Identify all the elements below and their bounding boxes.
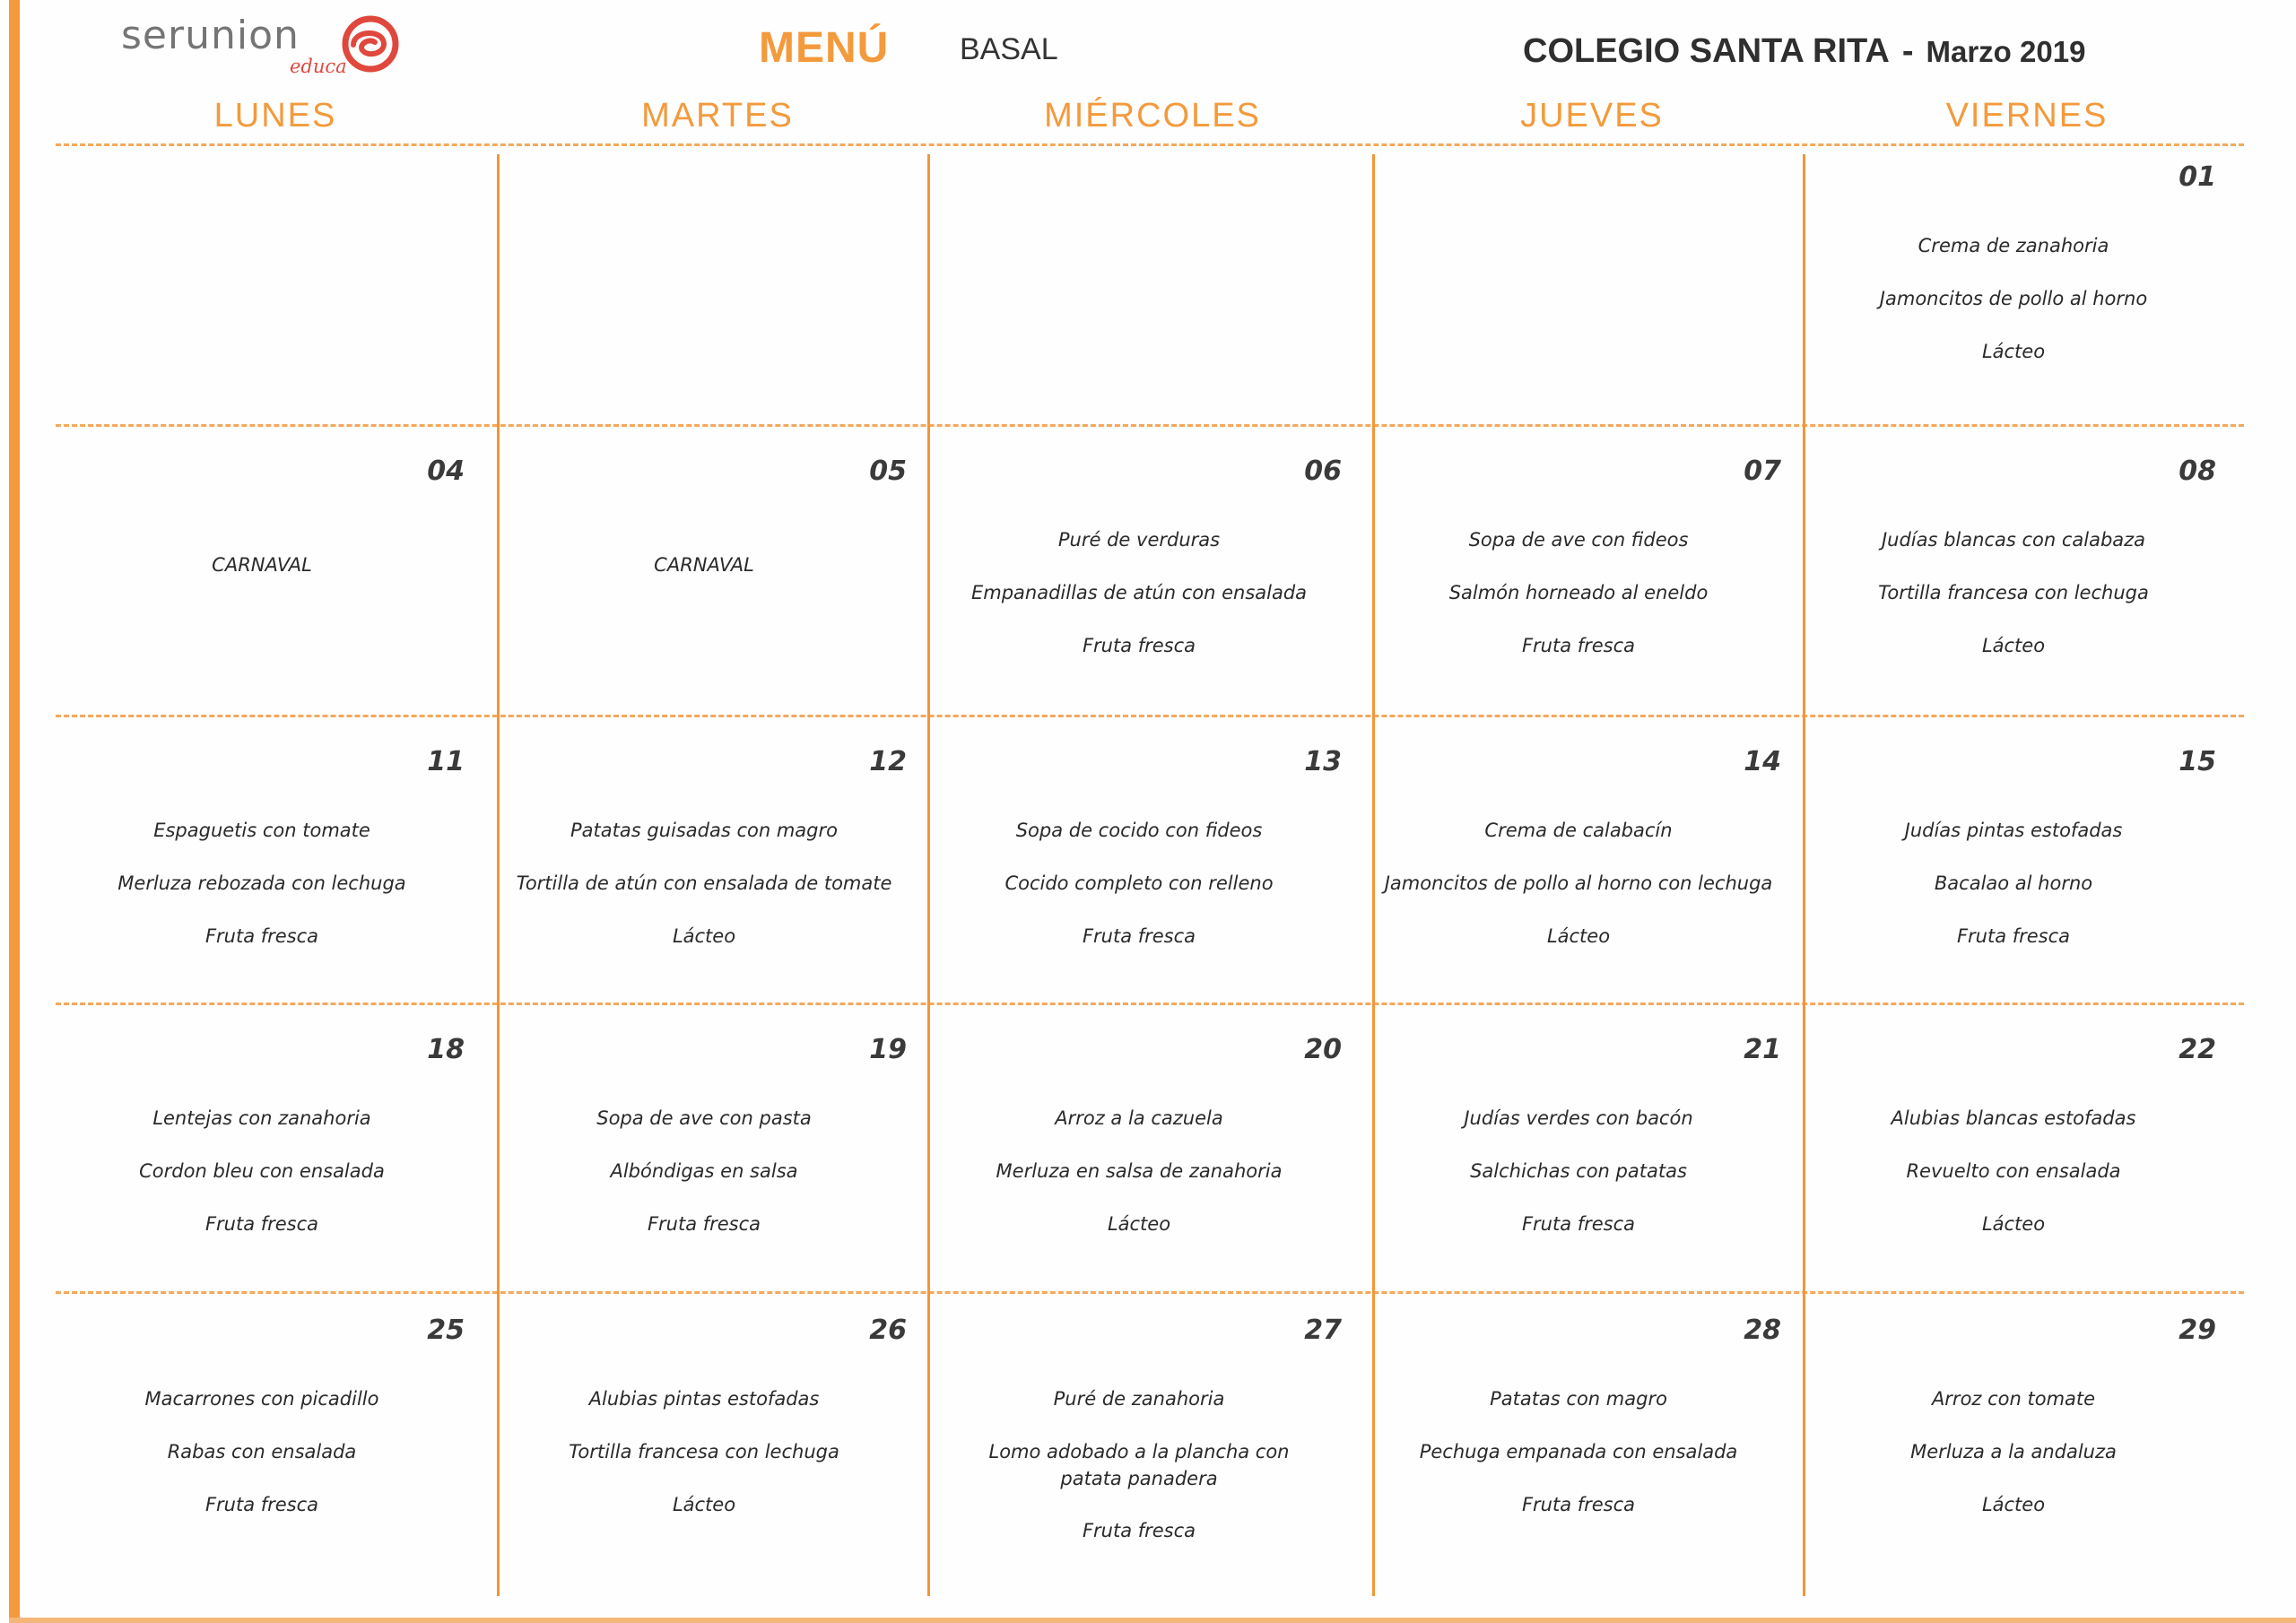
day-cell bbox=[1372, 1315, 1785, 1575]
day-number: 15 bbox=[2179, 746, 2216, 777]
school-heading bbox=[1523, 32, 2085, 71]
dish-item: Lácteo bbox=[1107, 1213, 1171, 1235]
dish-item: Alubias blancas estofadas bbox=[1891, 1107, 2136, 1129]
heading-separator: - bbox=[1901, 32, 1914, 70]
day-cell bbox=[1372, 1034, 1785, 1294]
dish-item: Crema de zanahoria bbox=[1918, 235, 2109, 256]
dish-item: Arroz a la cazuela bbox=[1055, 1107, 1223, 1129]
day-cell bbox=[56, 456, 468, 716]
dish-item: Albóndigas en salsa bbox=[610, 1160, 798, 1182]
dish-item: Judías blancas con calabaza bbox=[1881, 529, 2146, 551]
dish-item: Salchichas con patatas bbox=[1470, 1160, 1687, 1182]
day-number: 14 bbox=[1744, 746, 1781, 777]
day-cell bbox=[498, 746, 910, 1006]
day-number: 04 bbox=[427, 456, 465, 487]
day-cell bbox=[1807, 456, 2220, 716]
day-cell bbox=[1372, 161, 1785, 421]
day-header-4: VIERNES bbox=[1945, 97, 2109, 135]
dish-item: Fruta fresca bbox=[1082, 1520, 1196, 1541]
day-cell bbox=[56, 746, 468, 1006]
dish-item: Lácteo bbox=[672, 925, 736, 947]
dish-item: Sopa de ave con fideos bbox=[1468, 529, 1689, 551]
day-number: 06 bbox=[1304, 456, 1342, 487]
day-number: 26 bbox=[869, 1315, 907, 1346]
dish-item: Fruta fresca bbox=[647, 1213, 761, 1235]
logo-subtext: educa bbox=[290, 56, 347, 77]
logo-swirl-icon bbox=[341, 14, 400, 74]
day-cell bbox=[498, 161, 910, 421]
dish-item: Fruta fresca bbox=[1956, 925, 2071, 947]
dish-item: Macarrones con picadillo bbox=[144, 1388, 379, 1410]
dish-item: Merluza rebozada con lechuga bbox=[117, 872, 406, 894]
day-number: 11 bbox=[427, 746, 465, 777]
dish-item: Judías pintas estofadas bbox=[1904, 820, 2123, 841]
day-number: 18 bbox=[427, 1034, 465, 1065]
day-number: 13 bbox=[1304, 746, 1342, 777]
dish-item: Jamoncitos de pollo al horno con lechuga bbox=[1384, 872, 1773, 894]
day-number: 20 bbox=[1304, 1034, 1342, 1065]
dish-item: Tortilla francesa con lechuga bbox=[569, 1441, 839, 1462]
dish-item: Merluza a la andaluza bbox=[1910, 1441, 2117, 1462]
day-cell bbox=[933, 1034, 1345, 1294]
bottom-accent-bar bbox=[9, 1618, 2296, 1623]
dish-item: Alubias pintas estofadas bbox=[588, 1388, 820, 1410]
day-cell bbox=[1807, 1034, 2220, 1294]
day-cell bbox=[56, 1034, 468, 1294]
day-header-1: MARTES bbox=[641, 97, 794, 135]
dish-item: Lácteo bbox=[1981, 1213, 2046, 1235]
dish-item: Puré de zanahoria bbox=[1053, 1388, 1225, 1410]
day-number: 12 bbox=[869, 746, 907, 777]
dish-item: Patatas con magro bbox=[1490, 1388, 1667, 1410]
dish-item: Lácteo bbox=[672, 1494, 736, 1515]
day-cell bbox=[1807, 161, 2220, 421]
day-cell bbox=[1372, 746, 1785, 1006]
day-cell bbox=[56, 1315, 468, 1575]
day-cell bbox=[1807, 1315, 2220, 1575]
dish-item: CARNAVAL bbox=[654, 554, 754, 576]
serunion-logo bbox=[121, 13, 399, 75]
day-number: 05 bbox=[869, 456, 907, 487]
dish-item: Patatas guisadas con magro bbox=[570, 820, 838, 841]
dish-item: Espaguetis con tomate bbox=[153, 820, 370, 841]
day-cell bbox=[933, 456, 1345, 716]
logo-text: serunion bbox=[121, 13, 300, 58]
day-cell bbox=[498, 456, 910, 716]
day-number: 07 bbox=[1744, 456, 1781, 487]
dish-item: Salmón horneado al eneldo bbox=[1448, 582, 1709, 603]
dish-item: Puré de verduras bbox=[1057, 529, 1221, 551]
day-cell bbox=[56, 161, 468, 421]
dish-item: Sopa de ave con pasta bbox=[596, 1107, 812, 1129]
day-cell bbox=[498, 1034, 910, 1294]
day-header-3: JUEVES bbox=[1520, 97, 1664, 135]
day-number: 25 bbox=[427, 1315, 465, 1346]
dish-item: Lentejas con zanahoria bbox=[152, 1107, 371, 1129]
dish-item: Fruta fresca bbox=[1521, 1494, 1636, 1515]
dish-item: Fruta fresca bbox=[1082, 635, 1196, 656]
dish-item: Arroz con tomate bbox=[1931, 1388, 2096, 1410]
dish-item: Cordon bleu con ensalada bbox=[139, 1160, 385, 1182]
column-separator bbox=[927, 154, 930, 1596]
dish-item: Lácteo bbox=[1981, 635, 2046, 656]
dish-item: Pechuga empanada con ensalada bbox=[1419, 1441, 1738, 1462]
dish-item: Lomo adobado a la plancha con patata panadera bbox=[988, 1441, 1290, 1489]
month-label: Marzo 2019 bbox=[1926, 35, 2086, 68]
dish-item: Fruta fresca bbox=[204, 1494, 319, 1515]
day-cell bbox=[498, 1315, 910, 1575]
dish-item: Bacalao al horno bbox=[1934, 872, 2093, 894]
menu-title: MENÚ bbox=[759, 24, 890, 72]
dish-item: Fruta fresca bbox=[204, 925, 319, 947]
day-cell bbox=[1807, 746, 2220, 1006]
dish-item: Revuelto con ensalada bbox=[1906, 1160, 2121, 1182]
dish-item: Sopa de cocido con fideos bbox=[1015, 820, 1263, 841]
dish-item: Fruta fresca bbox=[204, 1213, 319, 1235]
day-cell bbox=[933, 161, 1345, 421]
day-cell bbox=[1372, 456, 1785, 716]
dish-item: CARNAVAL bbox=[212, 554, 312, 576]
day-number: 08 bbox=[2179, 456, 2216, 487]
dish-item: Tortilla francesa con lechuga bbox=[1878, 582, 2149, 603]
day-number: 01 bbox=[2179, 161, 2216, 193]
dish-item: Empanadillas de atún con ensalada bbox=[970, 582, 1308, 603]
column-separator bbox=[1803, 154, 1805, 1596]
row-separator bbox=[56, 424, 2244, 427]
dish-item: Lácteo bbox=[1981, 1494, 2046, 1515]
day-cell bbox=[933, 1315, 1345, 1575]
dish-item: Rabas con ensalada bbox=[167, 1441, 357, 1462]
row-separator bbox=[56, 143, 2244, 146]
day-number: 21 bbox=[1744, 1034, 1781, 1065]
day-number: 28 bbox=[1744, 1315, 1781, 1346]
dish-item: Cocido completo con relleno bbox=[1004, 872, 1274, 894]
dish-item: Judías verdes con bacón bbox=[1464, 1107, 1693, 1129]
menu-type: BASAL bbox=[960, 32, 1058, 66]
dish-item: Lácteo bbox=[1546, 925, 1611, 947]
day-number: 19 bbox=[869, 1034, 907, 1065]
left-accent-bar bbox=[9, 0, 20, 1623]
day-header-2: MIÉRCOLES bbox=[1044, 97, 1261, 135]
dish-item: Merluza en salsa de zanahoria bbox=[996, 1160, 1283, 1182]
dish-item: Tortilla de atún con ensalada de tomate bbox=[516, 872, 892, 894]
day-header-0: LUNES bbox=[213, 97, 337, 135]
dish-item: Jamoncitos de pollo al horno bbox=[1879, 288, 2148, 309]
dish-item: Fruta fresca bbox=[1082, 925, 1196, 947]
day-number: 29 bbox=[2179, 1315, 2216, 1346]
dish-item: Fruta fresca bbox=[1521, 635, 1636, 656]
day-number: 22 bbox=[2179, 1034, 2216, 1065]
day-cell bbox=[933, 746, 1345, 1006]
dish-item: Fruta fresca bbox=[1521, 1213, 1636, 1235]
day-number: 27 bbox=[1304, 1315, 1342, 1346]
dish-item: Crema de calabacín bbox=[1484, 820, 1673, 841]
school-name: COLEGIO SANTA RITA bbox=[1523, 32, 1890, 70]
dish-item: Lácteo bbox=[1981, 341, 2046, 362]
